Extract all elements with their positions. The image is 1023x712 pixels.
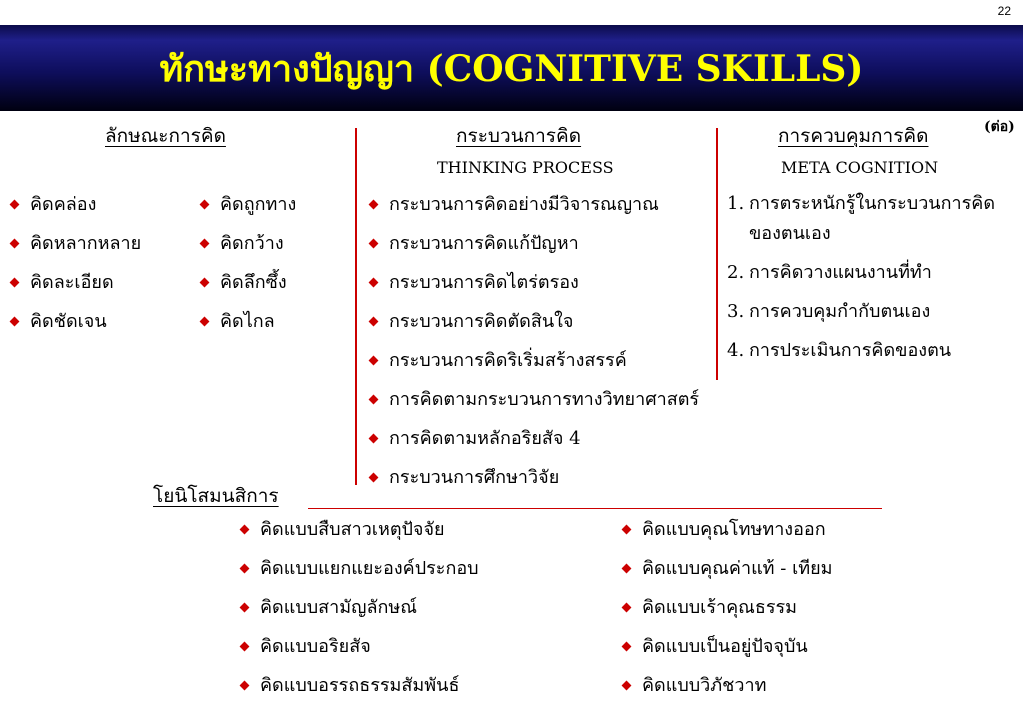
list-item: กระบวนการคิดอย่างมีวิจารณญาณ [367, 192, 699, 231]
list-item: คิดแบบคุณโทษทางออก [620, 517, 833, 556]
diamond-bullet-icon [240, 525, 250, 535]
list-item: การคิดตามกระบวนการทางวิทยาศาสตร์ [367, 387, 699, 426]
page-title: ทักษะทางปัญญา (COGNITIVE SKILLS) [159, 47, 864, 90]
yoniso-divider [308, 508, 882, 509]
diamond-bullet-icon [10, 278, 20, 288]
diamond-bullet-icon [200, 278, 210, 288]
list-item: 4. การประเมินการคิดของตน [727, 340, 952, 361]
list-item: คิดคล่อง [8, 192, 141, 231]
list-item: คิดแบบสืบสาวเหตุปัจจัย [238, 517, 479, 556]
diamond-bullet-icon [240, 681, 250, 691]
process-list [367, 192, 699, 504]
list-item: คิดแบบเร้าคุณธรรม [620, 595, 833, 634]
diamond-bullet-icon [240, 603, 250, 613]
diamond-bullet-icon [200, 317, 210, 327]
diamond-bullet-icon [369, 395, 379, 405]
list-item: 2. การคิดวางแผนงานที่ทำ [727, 262, 932, 283]
yoniso-heading: โยนิโสมนสิการ [153, 485, 279, 507]
yoniso-list-1 [238, 517, 479, 712]
list-item: คิดชัดเจน [8, 309, 141, 348]
diamond-bullet-icon [622, 603, 632, 613]
diamond-bullet-icon [622, 525, 632, 535]
control-heading: การควบคุมการคิด [778, 125, 929, 147]
list-item: กระบวนการคิดตัดสินใจ [367, 309, 699, 348]
list-item: คิดถูกทาง [198, 192, 296, 231]
list-item: คิดละเอียด [8, 270, 141, 309]
list-item: คิดไกล [198, 309, 296, 348]
list-item: คิดแบบอริยสัจ [238, 634, 479, 673]
continued-label: (ต่อ) [984, 119, 1015, 135]
diamond-bullet-icon [10, 200, 20, 210]
list-item: คิดแบบแยกแยะองค์ประกอบ [238, 556, 479, 595]
control-list [727, 189, 1011, 375]
list-item: กระบวนการคิดริเริ่มสร้างสรรค์ [367, 348, 699, 387]
list-item: คิดแบบเป็นอยู่ปัจจุบัน [620, 634, 833, 673]
list-item: กระบวนการคิดแก้ปัญหา [367, 231, 699, 270]
list-item: กระบวนการคิดไตร่ตรอง [367, 270, 699, 309]
diamond-bullet-icon [369, 278, 379, 288]
list-item: 1. การตระหนักรู้ในกระบวนการคิดของตนเอง [727, 193, 996, 244]
diamond-bullet-icon [200, 200, 210, 210]
diamond-bullet-icon [369, 434, 379, 444]
characteristics-list-2 [198, 192, 296, 348]
diamond-bullet-icon [369, 239, 379, 249]
list-item: คิดแบบอรรถธรรมสัมพันธ์ [238, 673, 479, 712]
diamond-bullet-icon [622, 642, 632, 652]
process-subheading: THINKING PROCESS [437, 158, 614, 177]
control-subheading: META COGNITION [781, 158, 939, 177]
divider-left [355, 128, 357, 485]
list-item: คิดลึกซึ้ง [198, 270, 296, 309]
list-item: คิดหลากหลาย [8, 231, 141, 270]
diamond-bullet-icon [200, 239, 210, 249]
list-item: 3. การควบคุมกำกับตนเอง [727, 301, 931, 322]
list-item: กระบวนการศึกษาวิจัย [367, 465, 699, 504]
diamond-bullet-icon [622, 681, 632, 691]
yoniso-list-2 [620, 517, 833, 712]
title-bar [0, 25, 1023, 111]
list-item: คิดแบบวิภัชวาท [620, 673, 833, 712]
list-item: คิดกว้าง [198, 231, 296, 270]
diamond-bullet-icon [240, 564, 250, 574]
page-number: 22 [997, 4, 1011, 18]
diamond-bullet-icon [10, 239, 20, 249]
diamond-bullet-icon [622, 564, 632, 574]
list-item: คิดแบบคุณค่าแท้ - เทียม [620, 556, 833, 595]
characteristics-list-1 [8, 192, 141, 348]
diamond-bullet-icon [240, 642, 250, 652]
diamond-bullet-icon [369, 356, 379, 366]
characteristics-heading: ลักษณะการคิด [105, 125, 226, 147]
list-item: คิดแบบสามัญลักษณ์ [238, 595, 479, 634]
list-item: การคิดตามหลักอริยสัจ 4 [367, 426, 699, 465]
diamond-bullet-icon [369, 473, 379, 483]
process-heading: กระบวนการคิด [456, 125, 582, 147]
divider-right [716, 128, 718, 380]
diamond-bullet-icon [10, 317, 20, 327]
diamond-bullet-icon [369, 200, 379, 210]
diamond-bullet-icon [369, 317, 379, 327]
